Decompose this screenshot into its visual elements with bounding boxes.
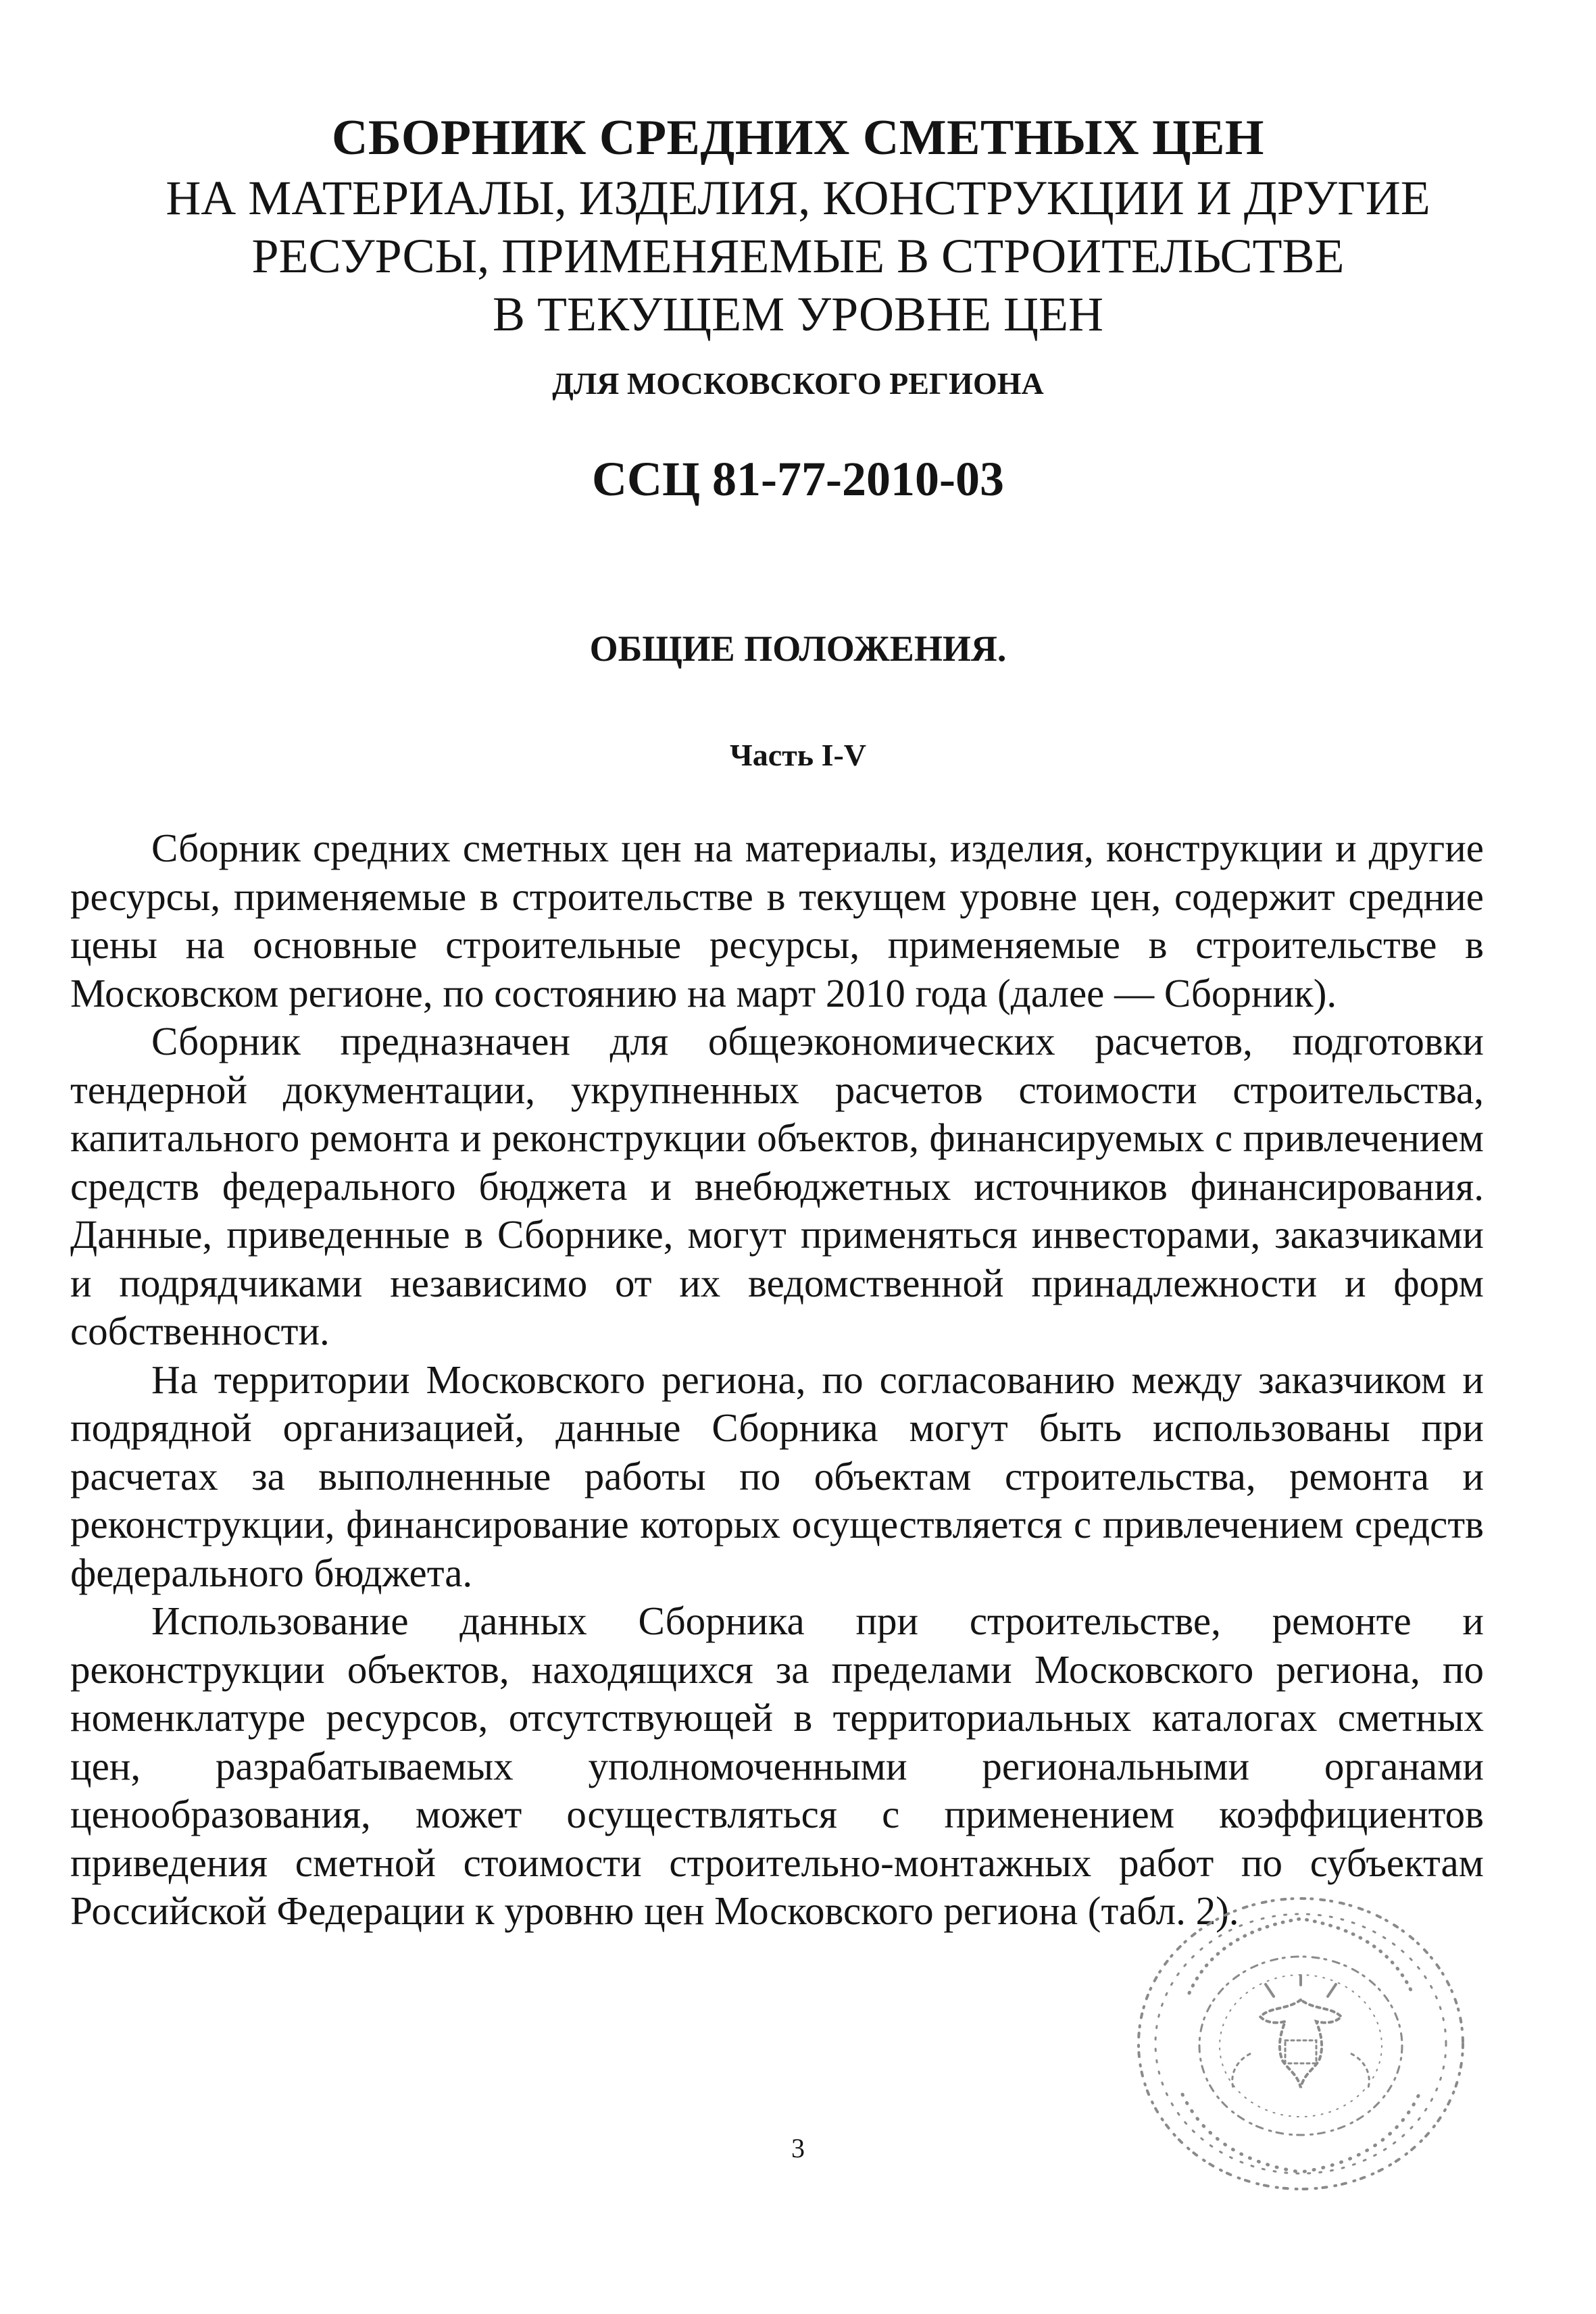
official-seal-icon [1108, 1871, 1487, 2209]
paragraph: Сборник предназначен для общеэкономических расчетов, подготовки тендерной документации, укрупненных расчетов стоимости строительства, капитального ремонта и реконструкции объектов, финансируемых с привлечением средств федерального бюджета и внебюджетных источников финансирования. Данные, приведенные в Сборнике, могут применяться инвесторами, заказчиками и подрядчиками независимо от их ведомственной принадлежности и форм собственности. [70, 1019, 1484, 1353]
page-number: 3 [791, 2133, 805, 2163]
region-heading: ДЛЯ МОСКОВСКОГО РЕГИОНА [552, 366, 1044, 401]
paragraph: На территории Московского региона, по согласованию между заказчиком и подрядной организацией, данные Сборника могут быть использованы при расчетах за выполненные работы по объектам строительства, ремонта и реконструкции, финансирование которых осуществляется с привлечением средств федерального бюджета. [70, 1357, 1484, 1595]
document-title: СБОРНИК СРЕДНИХ СМЕТНЫХ ЦЕН [331, 110, 1264, 166]
body-text [70, 824, 1484, 1936]
part-label: Часть I-V [729, 738, 867, 772]
subtitle-line: РЕСУРСЫ, ПРИМЕНЯЕМЫЕ В СТРОИТЕЛЬСТВЕ [251, 229, 1345, 283]
paragraph: Сборник средних сметных цен на материалы, изделия, конструкции и другие ресурсы, применяемые в строительстве в текущем уровне цен, содержит средние цены на основные строительные ресурсы, применяемые в строительстве в Московском регионе, по состоянию на март 2010 года (далее — Сборник). [70, 826, 1484, 1015]
document-code: ССЦ 81-77-2010-03 [592, 452, 1004, 506]
paragraph: Использование данных Сборника при строительстве, ремонте и реконструкции объектов, находящихся за пределами Московского региона, по номенклатуре ресурсов, отсутствующей в территориальных каталогах сметных цен, разрабатываемых уполномоченными региональными органами ценообразования, может осуществляться с применением коэффициентов приведения сметной стоимости строительно-монтажных работ по субъектам Российской Федерации к уровню цен Московского региона (табл. 2). [70, 1599, 1484, 1933]
subtitle-line: В ТЕКУЩЕМ УРОВНЕ ЦЕН [492, 287, 1104, 341]
document-subtitle [0, 169, 1596, 343]
subtitle-line: НА МАТЕРИАЛЫ, ИЗДЕЛИЯ, КОНСТРУКЦИИ И ДРУГИЕ [166, 171, 1430, 225]
section-title: ОБЩИЕ ПОЛОЖЕНИЯ. [589, 628, 1007, 669]
